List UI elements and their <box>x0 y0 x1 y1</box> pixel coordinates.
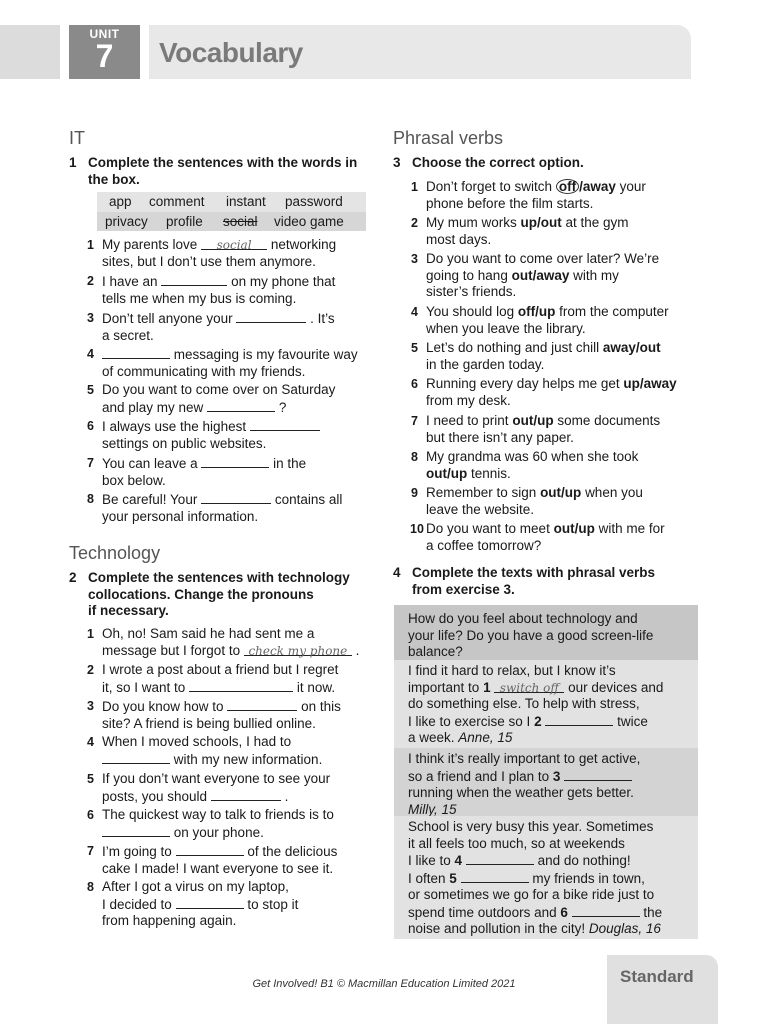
item-text: it now. <box>296 679 336 695</box>
ex2-instruction-line: Complete the sentences with technology <box>88 570 350 585</box>
item-text: sites, but I don’t use them anymore. <box>102 253 316 269</box>
answer-blank[interactable] <box>250 418 320 431</box>
word-box-row <box>97 212 366 231</box>
item-number: 1 <box>87 627 94 641</box>
item-text: Don’t tell anyone your <box>102 311 233 326</box>
item-text: your personal information. <box>102 508 259 524</box>
item-text: You can leave a <box>102 456 198 471</box>
ex2-item <box>87 662 377 696</box>
section-title-it: IT <box>69 128 85 148</box>
text-line: I often <box>408 870 446 886</box>
item-number: 6 <box>87 419 94 433</box>
ex4-instruction-line: Complete the texts with phrasal verbs <box>412 565 656 580</box>
item-text: to stop it <box>247 896 299 912</box>
item-text: message but I forgot to <box>102 642 241 658</box>
ex3-item <box>411 485 706 518</box>
item-number: 2 <box>411 216 418 230</box>
answer-blank[interactable] <box>461 870 529 883</box>
footer-text: Get Involved! B1 © Macmillan Education Limited 2021 <box>252 978 516 990</box>
item-text: Don’t forget to switch <box>426 179 553 194</box>
ex2-instruction-line: collocations. Change the pronouns <box>88 586 314 602</box>
text-line: so a friend and I plan to <box>408 768 550 784</box>
item-text: on your phone. <box>173 824 264 840</box>
word-box-word: password <box>285 194 343 209</box>
ex3-instruction <box>393 155 702 172</box>
item-text: when you leave the library. <box>426 320 586 336</box>
ex2-number: 2 <box>69 570 77 585</box>
ex1-item <box>87 273 377 307</box>
option-circled[interactable]: off <box>556 179 579 194</box>
answer-blank[interactable] <box>545 713 613 726</box>
item-text: I always use the highest <box>102 419 247 434</box>
item-text: box below. <box>102 472 166 488</box>
item-number: 4 <box>87 347 94 361</box>
ex1-item <box>87 310 377 344</box>
text-line: my friends in town, <box>532 870 645 886</box>
item-number: 5 <box>411 341 418 355</box>
item-text: Running every day helps me get <box>426 376 620 391</box>
ex1-number: 1 <box>69 155 77 170</box>
answer-blank[interactable] <box>102 824 170 837</box>
item-text: When I moved schools, I had to <box>102 734 292 749</box>
item-text: Do you want to meet <box>426 521 550 536</box>
item-text: phone before the film starts. <box>426 195 594 211</box>
answer-blank[interactable] <box>227 698 297 711</box>
item-text: site? A friend is being bullied online. <box>102 715 316 731</box>
ex3-item <box>411 304 706 337</box>
item-text: it, so I want to <box>102 679 186 695</box>
item-text: Do you know how to <box>102 699 224 714</box>
option-pair[interactable]: out/up <box>512 413 554 428</box>
gap-number: 5 <box>449 870 457 886</box>
item-text: from my desk. <box>426 392 511 408</box>
ex1-item <box>87 382 377 416</box>
page-title: Vocabulary <box>159 37 303 68</box>
item-text: settings on public websites. <box>102 435 267 451</box>
option-pair[interactable]: out/up <box>426 465 468 481</box>
text-line: spend time outdoors and <box>408 904 557 920</box>
ex2-item <box>87 626 377 659</box>
item-number: 4 <box>411 305 418 319</box>
item-text: a secret. <box>102 327 154 343</box>
ex4-number: 4 <box>393 565 401 580</box>
item-number: 3 <box>87 699 94 713</box>
answer-blank[interactable] <box>201 491 271 504</box>
section-title-technology: Technology <box>69 543 161 563</box>
gap-number: 6 <box>560 904 568 920</box>
answer-blank[interactable] <box>236 310 306 323</box>
ex1-item <box>87 237 377 270</box>
item-text: of the delicious <box>247 844 338 859</box>
text-line: School is very busy this year. Sometimes <box>408 819 654 834</box>
ex4-instruction-line: from exercise 3. <box>412 581 515 597</box>
text-douglas <box>394 816 698 939</box>
item-text: on this <box>301 699 341 714</box>
item-text: on my phone that <box>231 274 336 289</box>
footer-copyright <box>0 978 768 990</box>
item-text: . <box>284 788 289 804</box>
item-text: some documents <box>557 413 661 428</box>
text-line: I think it’s really important to get active, <box>408 751 641 766</box>
item-text: in the garden today. <box>426 356 545 372</box>
answer-blank[interactable] <box>572 904 640 917</box>
gap-number: 1 <box>483 679 491 695</box>
option-pair[interactable]: up/out <box>520 215 562 230</box>
unit-number: 7 <box>95 38 114 74</box>
item-number: 1 <box>411 180 418 194</box>
item-number: 2 <box>87 274 94 288</box>
answer-blank[interactable] <box>244 643 352 656</box>
word-box-word: video game <box>274 214 344 229</box>
ex2-item <box>87 879 377 930</box>
item-text: networking <box>270 237 337 252</box>
ex1-item <box>87 491 377 525</box>
answer-blank[interactable] <box>211 788 281 801</box>
item-text: going to hang <box>426 267 508 283</box>
item-number: 1 <box>87 238 94 252</box>
text-line: and do nothing! <box>537 853 631 868</box>
ex3-item <box>411 340 706 373</box>
text-line: the <box>643 904 663 920</box>
item-text: tells me when my bus is coming. <box>102 290 297 306</box>
item-text: leave the website. <box>426 501 535 517</box>
item-text: a coffee tomorrow? <box>426 537 542 553</box>
text-line: do something else. To help with stress, <box>408 696 640 711</box>
answer-blank[interactable] <box>201 455 269 468</box>
item-text: at the gym <box>565 215 629 230</box>
section-title-phrasal-verbs: Phrasal verbs <box>393 128 504 148</box>
answer-blank[interactable] <box>176 843 244 856</box>
item-text: Be careful! Your <box>102 492 198 507</box>
item-number: 7 <box>87 844 94 858</box>
ex3-item <box>411 376 706 409</box>
item-text: My mum works <box>426 215 517 230</box>
handwritten-answer: switch off <box>499 680 559 695</box>
item-text: posts, you should <box>102 788 208 804</box>
item-number: 2 <box>87 663 94 677</box>
ex3-item <box>411 215 706 248</box>
handwritten-answer: check my phone <box>248 643 348 658</box>
item-text: Do you want to come over on Saturday <box>102 382 336 397</box>
item-number: 10 <box>410 522 424 536</box>
gap-number: 3 <box>552 768 561 784</box>
text-line: twice <box>617 713 648 729</box>
item-text: when you <box>585 485 643 500</box>
ex1-instruction <box>69 155 373 188</box>
text-anne <box>394 660 698 748</box>
ex1-instruction-line: the box. <box>88 171 140 187</box>
item-text: tennis. <box>471 465 511 481</box>
answer-blank[interactable] <box>189 679 293 692</box>
text-line: I find it hard to relax, but I know it’s <box>408 663 616 678</box>
item-number: 8 <box>87 880 94 894</box>
answer-blank[interactable] <box>466 852 534 865</box>
item-number: 8 <box>411 450 418 464</box>
answer-blank[interactable] <box>102 751 170 764</box>
option-pair[interactable]: off/up <box>517 304 556 319</box>
ex1-item <box>87 346 377 380</box>
text-line: our devices and <box>568 679 664 695</box>
answer-blank[interactable] <box>176 896 244 909</box>
item-number: 3 <box>87 311 94 325</box>
text-line: a week. <box>408 730 455 745</box>
text-line: I like to exercise so I <box>408 713 531 729</box>
option-pair[interactable]: out/up <box>540 485 582 500</box>
word-box-word: profile <box>166 214 203 229</box>
item-number: 6 <box>87 808 94 822</box>
text-line: noise and pollution in the city! <box>408 921 586 936</box>
question-line: How do you feel about technology and <box>408 611 638 626</box>
author-name: Douglas, 16 <box>588 921 661 936</box>
answer-blank[interactable] <box>564 768 632 781</box>
item-text: but there isn’t any paper. <box>426 429 574 445</box>
item-number: 4 <box>87 735 94 749</box>
answer-blank[interactable] <box>161 273 227 286</box>
item-text: of communicating with my friends. <box>102 363 306 379</box>
item-text: ? <box>278 399 287 415</box>
item-text: After I got a virus on my laptop, <box>102 879 289 894</box>
option-pair[interactable]: up/away <box>623 376 677 391</box>
item-text: with my <box>573 267 619 283</box>
gap-number: 2 <box>534 713 542 729</box>
author-name: Milly, 15 <box>408 801 457 817</box>
unit-label: UNIT <box>89 27 120 41</box>
ex1-instruction-line: Complete the sentences with the words in <box>88 155 358 170</box>
ex2-item <box>87 807 377 841</box>
ex3-item <box>410 521 706 554</box>
gap-number: 4 <box>454 853 463 868</box>
item-number: 7 <box>411 414 418 428</box>
item-number: 7 <box>87 456 94 470</box>
item-text: Oh, no! Sam said he had sent me a <box>102 626 315 641</box>
answer-blank[interactable] <box>201 237 267 250</box>
word-box-word-crossed: social <box>223 214 258 229</box>
unit-badge <box>69 25 140 79</box>
item-text: contains all <box>274 492 343 507</box>
ex2-item <box>87 843 377 877</box>
ex2-instruction-line: if necessary. <box>88 603 169 618</box>
item-number: 3 <box>411 252 418 266</box>
item-text: The quickest way to talk to friends is to <box>102 807 334 822</box>
word-box-word: privacy <box>105 214 148 229</box>
item-text: Remember to sign <box>426 485 537 500</box>
text-line: I like to <box>408 853 451 868</box>
item-text: I have an <box>102 274 158 289</box>
item-text: sister’s friends. <box>426 284 517 299</box>
text-line: running when the weather gets better. <box>408 785 634 800</box>
word-box-word: app <box>109 194 132 209</box>
answer-blank[interactable] <box>494 680 564 693</box>
word-box-word: instant <box>226 194 266 209</box>
ex3-number: 3 <box>393 155 401 170</box>
item-text: I decided to <box>102 896 172 912</box>
item-text: Do you want to come over later? We’re <box>426 251 660 266</box>
question-line: your life? Do you have a good screen-life <box>408 627 654 643</box>
item-number: 5 <box>87 383 94 397</box>
question-box <box>394 605 698 660</box>
ex3-item <box>411 449 706 482</box>
word-box-word: comment <box>149 194 205 209</box>
header-left-tab <box>0 25 60 79</box>
item-text: from the computer <box>559 304 669 319</box>
author-name: Anne, 15 <box>458 730 513 745</box>
item-text: with me for <box>598 521 665 536</box>
ex2-item <box>87 734 377 768</box>
item-number: 8 <box>87 492 94 506</box>
option-pair[interactable]: away/out <box>602 340 661 355</box>
option-separator: / <box>579 179 583 194</box>
title-bar <box>149 25 691 79</box>
item-text: Let’s do nothing and just chill <box>426 340 600 355</box>
item-number: 5 <box>87 772 94 786</box>
ex1-item <box>87 455 377 489</box>
item-text: My grandma was 60 when she took <box>426 449 639 464</box>
question-line: balance? <box>408 644 463 659</box>
item-text: most days. <box>426 231 492 247</box>
item-text: I need to print <box>426 413 509 428</box>
ex4-instruction <box>393 565 702 598</box>
ex2-item <box>87 698 377 732</box>
option-pair[interactable]: out/up <box>553 521 595 536</box>
ex3-item <box>411 413 706 446</box>
item-text: messaging is my favourite way <box>173 347 358 362</box>
ex3-instruction-line: Choose the correct option. <box>412 155 584 170</box>
item-number: 6 <box>411 377 418 391</box>
item-text: cake I made! I want everyone to see it. <box>102 860 334 876</box>
item-text: with my new information. <box>173 751 323 767</box>
item-text: in the <box>273 456 307 471</box>
word-box <box>97 192 366 231</box>
item-text: . It’s <box>310 311 335 326</box>
ex2-instruction <box>69 570 373 620</box>
item-text: your <box>619 179 646 194</box>
text-milly <box>394 748 698 816</box>
ex2-item <box>87 771 377 805</box>
item-text: . <box>355 642 360 658</box>
ex3-item <box>411 251 706 301</box>
text-line: it all feels too much, so at weekends <box>408 835 625 851</box>
text-line: or sometimes we go for a bike ride just to <box>408 887 655 902</box>
item-text: from happening again. <box>102 913 237 928</box>
item-text: My parents love <box>102 237 198 252</box>
item-text: I wrote a post about a friend but I regret <box>102 662 339 677</box>
ex3-item <box>411 179 706 212</box>
answer-blank[interactable] <box>102 346 170 359</box>
item-number: 9 <box>411 486 418 500</box>
handwritten-answer: social <box>216 238 252 252</box>
word-box-row <box>97 192 366 211</box>
option[interactable]: away <box>582 179 616 194</box>
text-line: important to <box>408 679 480 695</box>
level-label: Standard <box>620 967 694 986</box>
item-text: If you don’t want everyone to see your <box>102 771 331 786</box>
item-text: and play my new <box>102 399 204 415</box>
option-pair[interactable]: out/away <box>511 267 570 283</box>
item-text: I’m going to <box>102 844 172 859</box>
answer-blank[interactable] <box>207 399 275 412</box>
ex1-item <box>87 418 377 452</box>
item-text: You should log <box>426 304 515 319</box>
